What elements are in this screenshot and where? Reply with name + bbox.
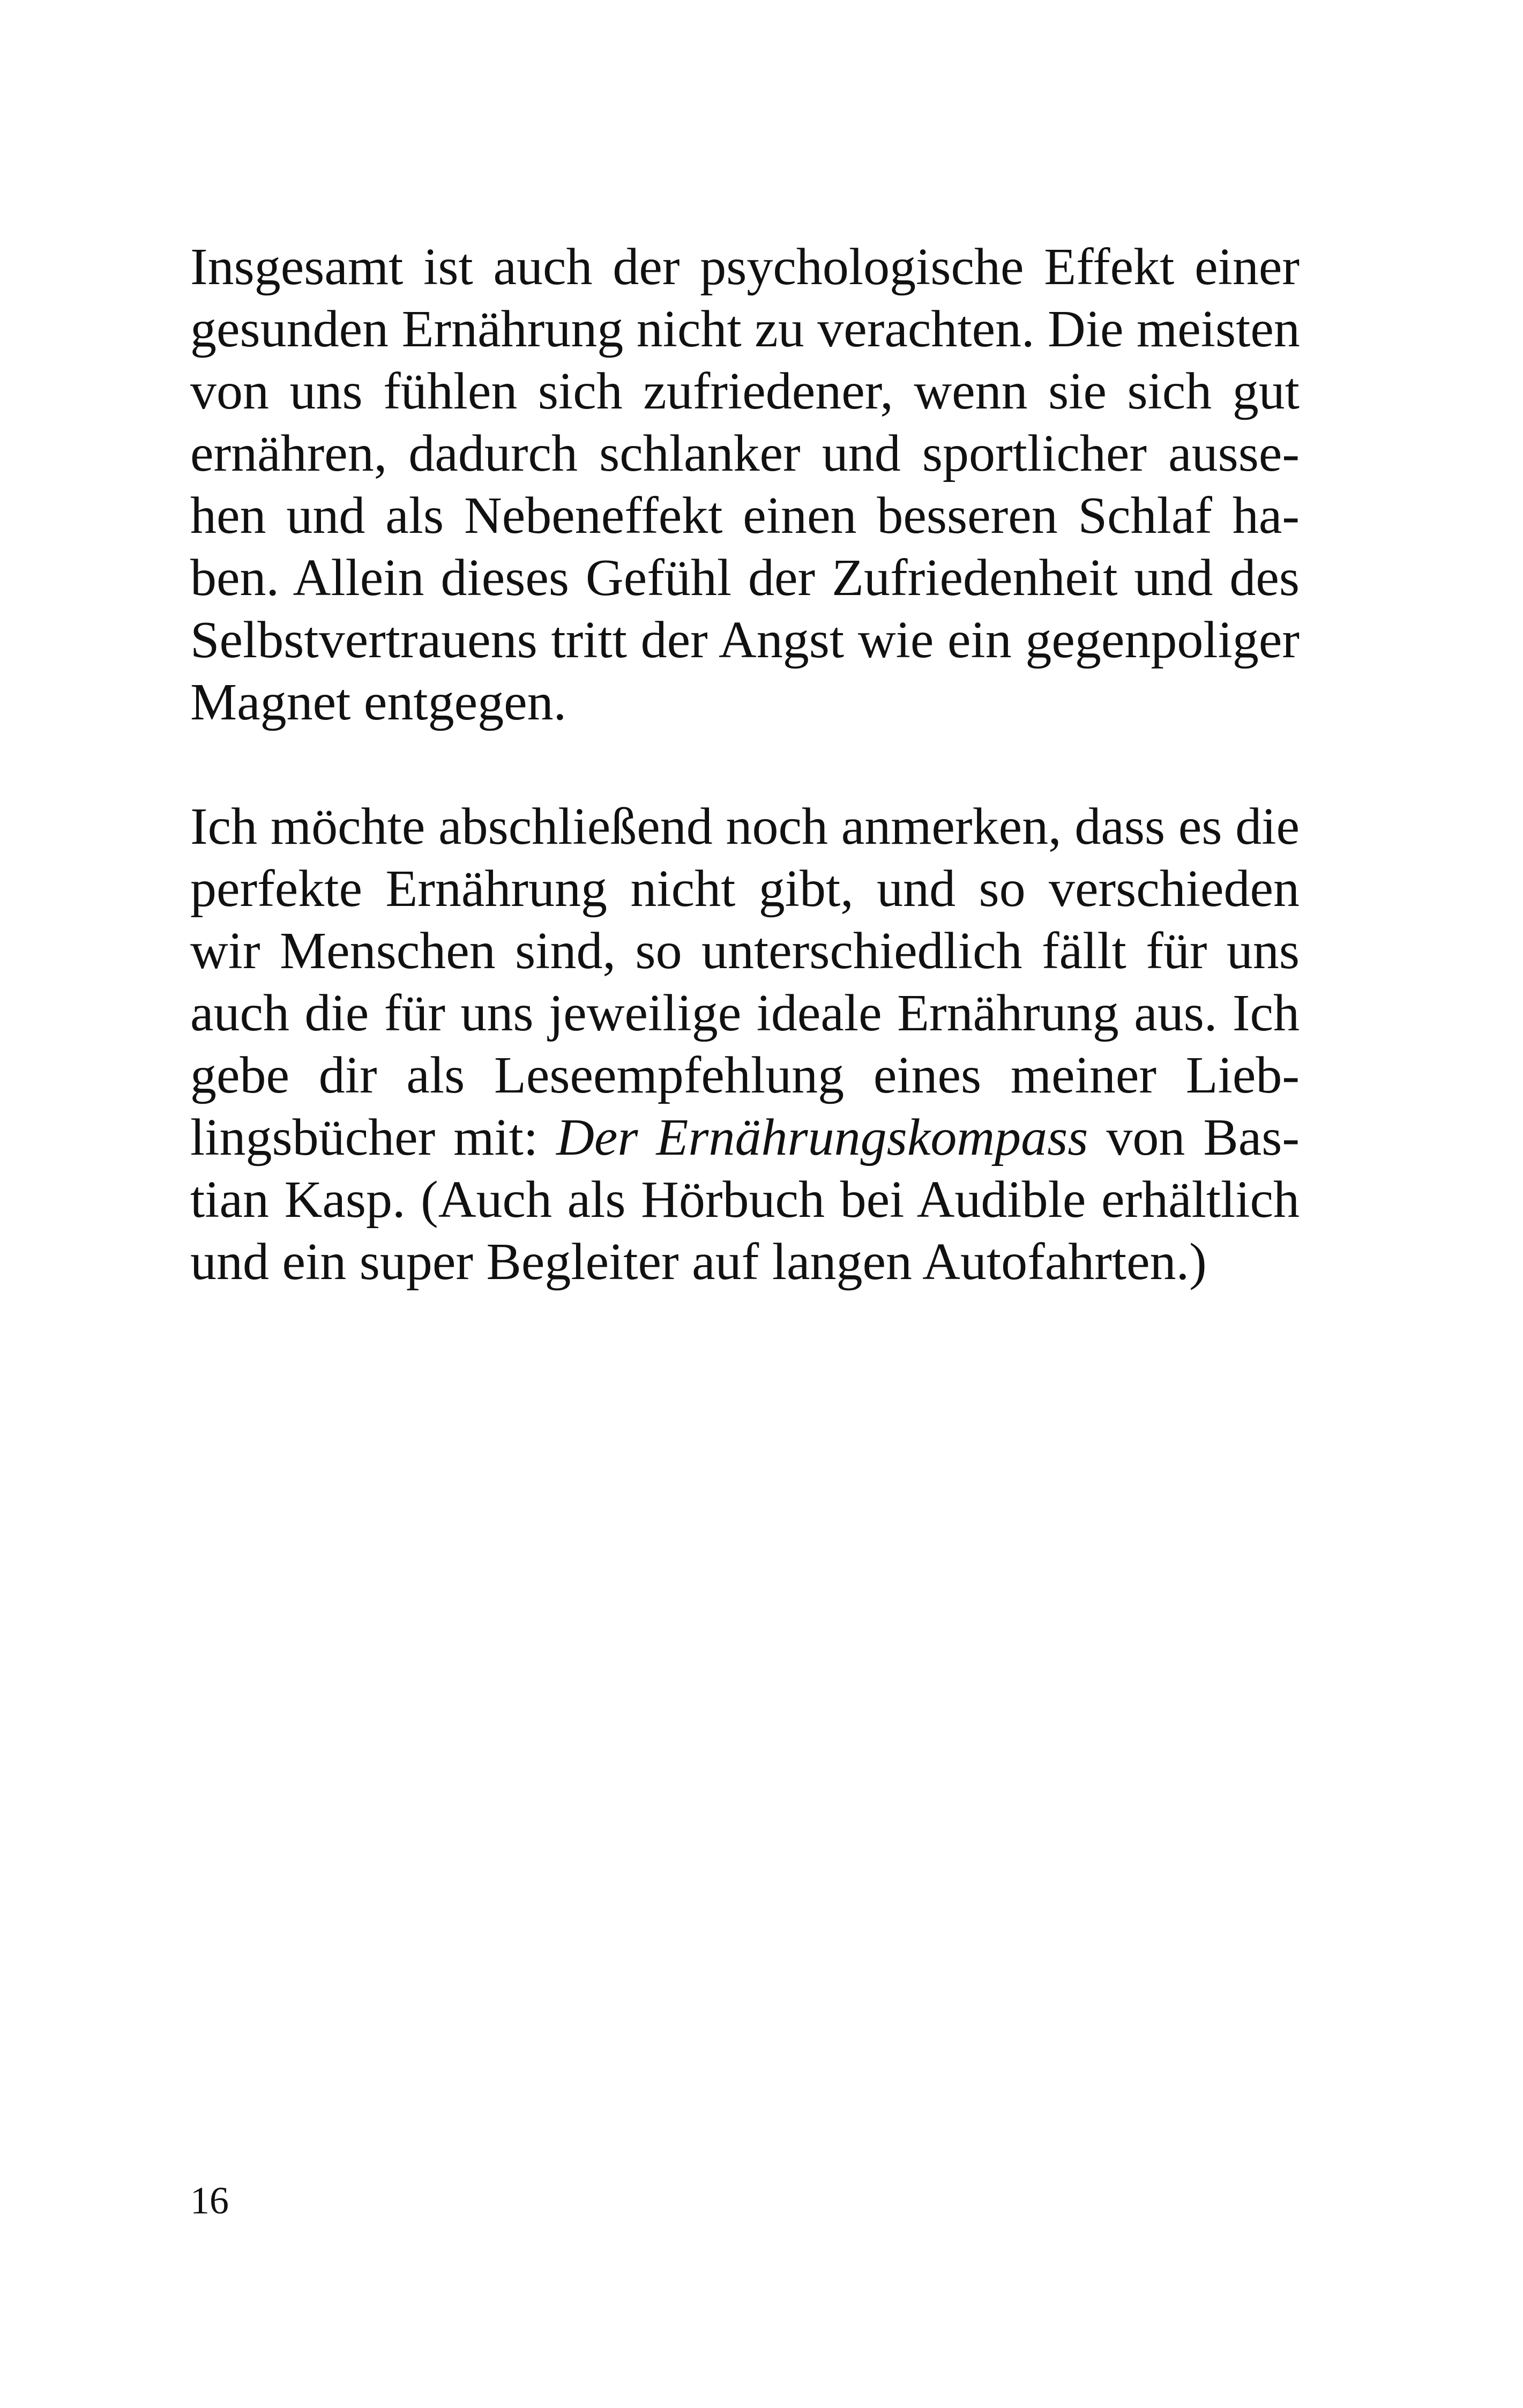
text-line: tian Kasp. (Auch als Hörbuch bei Audible erhältlich (190, 1171, 1300, 1229)
page-number: 16 (190, 2179, 229, 2222)
text-line: perfekte Ernährung nicht gibt, und so verschieden (190, 860, 1300, 918)
text-line: ben. Allein dieses Gefühl der Zufriedenheit und des (190, 549, 1300, 607)
text-line: und ein super Begleiter auf langen Autofahrten.) (190, 1233, 1207, 1291)
text-line: Ich möchte abschließend noch anmerken, dass es die (190, 798, 1300, 856)
text-line: gebe dir als Leseempfehlung eines meiner Lieb- (190, 1046, 1300, 1104)
text-line: Selbstvertrauens tritt der Angst wie ein gegenpoliger (190, 611, 1300, 669)
text-line: Insgesamt ist auch der psychologische Effekt einer (190, 238, 1300, 296)
text-line: Magnet entgegen. (190, 673, 567, 731)
text-line: von uns fühlen sich zufriedener, wenn sie sich gut (190, 362, 1300, 420)
text-line: gesunden Ernährung nicht zu verachten. Die meisten (190, 300, 1300, 358)
text-line: auch die für uns jeweilige ideale Ernährung aus. Ich (190, 984, 1300, 1042)
text-line: ernähren, dadurch schlanker und sportlicher ausse- (190, 425, 1300, 482)
paragraph-spacer (190, 733, 1300, 796)
text-segment: lingsbücher mit: (190, 1109, 557, 1166)
text-segment: von Bas- (1088, 1109, 1300, 1166)
body-text (190, 236, 1300, 1293)
text-line-with-book-title (190, 1106, 1300, 1169)
text-line: hen und als Nebeneffekt einen besseren Schlaf ha- (190, 487, 1300, 545)
book-title: Der Ernährungskompass (556, 1109, 1088, 1166)
paragraph-1 (190, 236, 1300, 733)
paragraph-2 (190, 796, 1300, 1293)
text-line: wir Menschen sind, so unterschiedlich fällt für uns (190, 922, 1300, 980)
